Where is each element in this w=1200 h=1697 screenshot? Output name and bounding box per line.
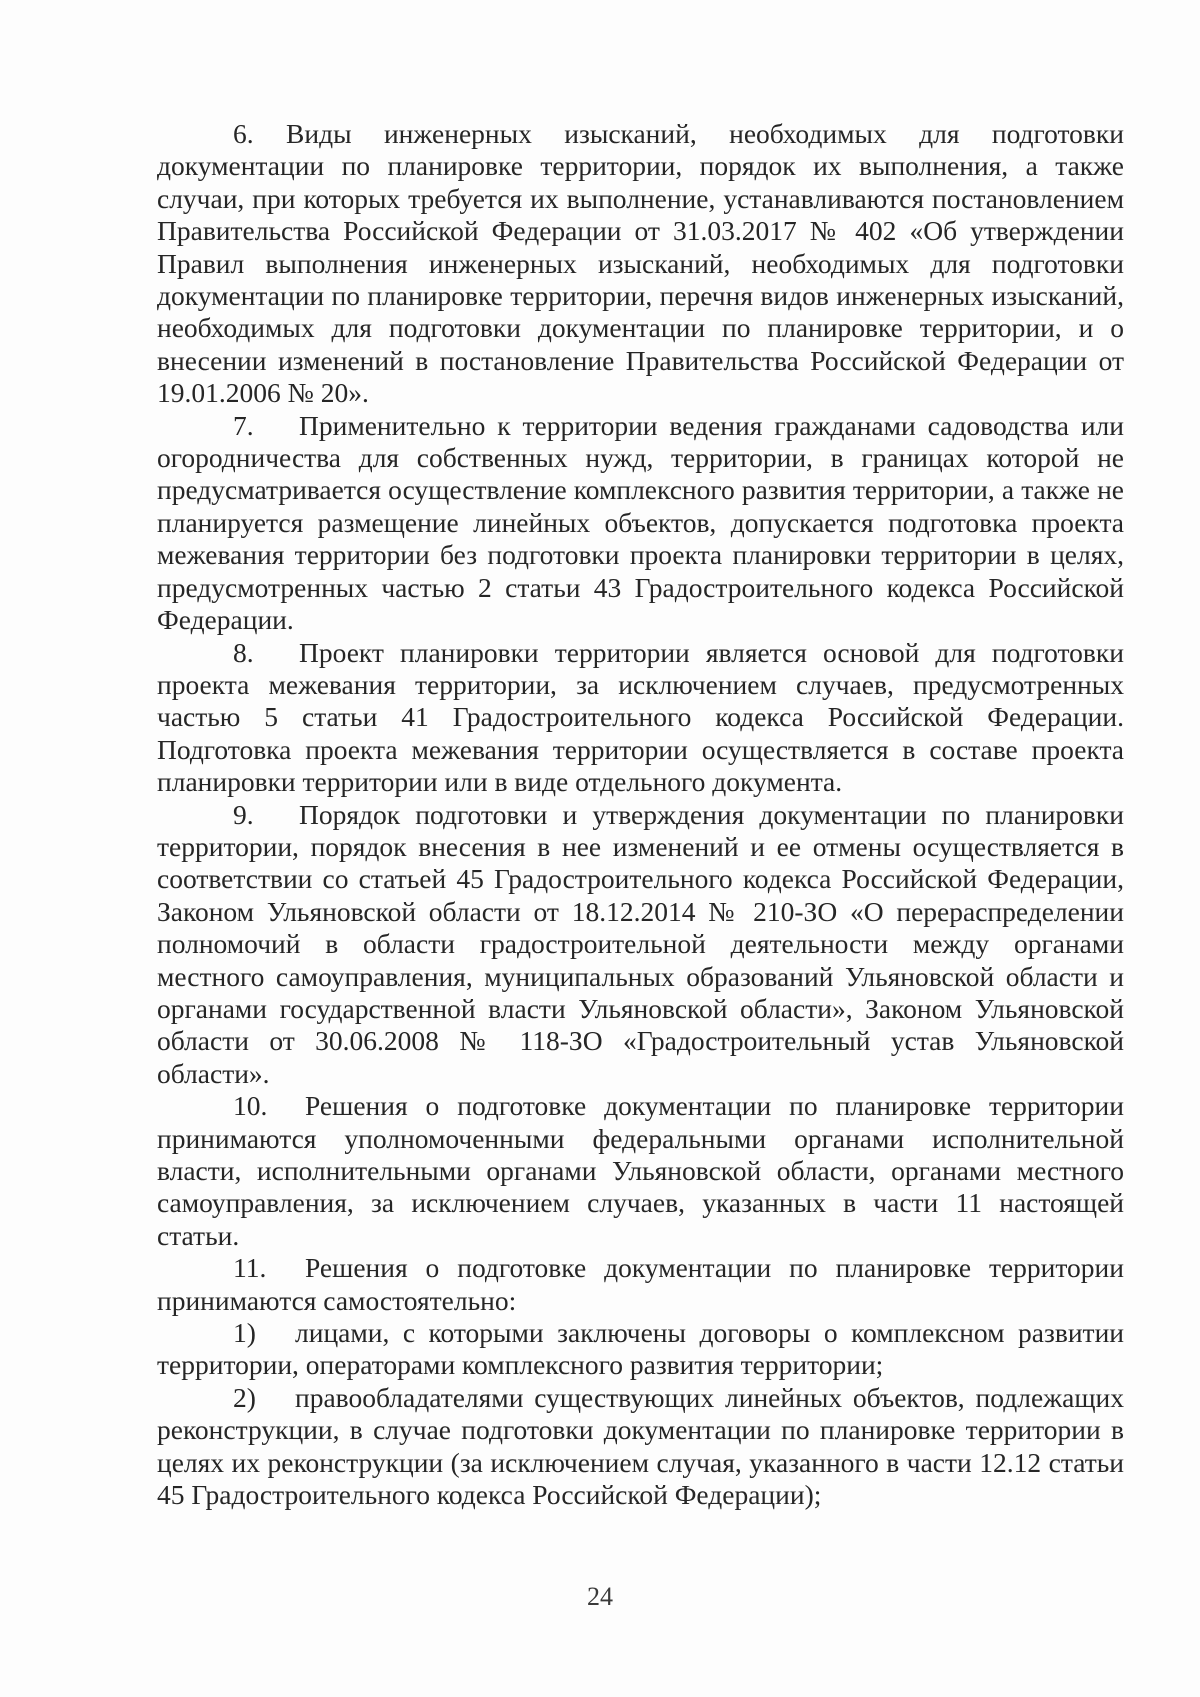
paragraph-9-text: Порядок подготовки и утверждения документации по планировки территории, порядок внесения в нее изменений и ее отмены осуществляется в соответствии со статьей 45 Градостроительного кодекса Российской Федерации, Законом Ульяновской области от 18.12.2014 № 210-ЗО «О перераспределении полномочий в области градостроительной деятельности между органами местного самоуправления, муниципальных образований Ульяновской области и органами государственной власти Ульяновской области», Законом Ульяновской области от 30.06.2008 № 118-ЗО «Градостроительный устав Ульяновской области». xyxy=(157,798,1124,1089)
subitem-11-2-number: 2) xyxy=(233,1381,256,1413)
paragraph-11-text: Решения о подготовке документации по планировке территории принимаются самостоятельно: xyxy=(157,1252,1124,1316)
paragraph-10 xyxy=(157,1090,1124,1252)
paragraph-8-text: Проект планировки территории является основой для подготовки проекта межевания территории, за исключением случаев, предусмотренных частью 5 статьи 41 Градостроительного кодекса Российской Федерации. Подготовка проекта межевания территории осуществляется в составе проекта планировки территории или в виде отдельного документа. xyxy=(157,636,1124,798)
paragraph-9-number: 9. xyxy=(233,798,254,830)
subitem-11-1-number: 1) xyxy=(233,1317,256,1349)
paragraph-6-text: 6. Виды инженерных изысканий, необходимых для подготовки документации по планировке территории, порядок их выполнения, а также случаи, при которых требуется их выполнение, устанавливаются постановлением Правительства Российской Федерации от 31.03.2017 № 402 «Об утверждении Правил выполнения инженерных изысканий, необходимых для подготовки документации по планировке территории, перечня видов инженерных изысканий, необходимых для подготовки документации по планировке территории, и о внесении изменений в постановление Правительства Российской Федерации от 19.01.2006 № 20». xyxy=(157,118,1124,409)
paragraph-8 xyxy=(157,637,1124,799)
subitem-11-2 xyxy=(157,1382,1124,1512)
paragraph-7-number: 7. xyxy=(233,409,254,441)
document-body xyxy=(157,118,1124,1511)
subitem-11-2-text: правообладателями существующих линейных объектов, подлежащих реконструкции, в случае подготовки документации по планировке территории в целях их реконструкции (за исключением случая, указанного в части 12.12 статьи 45 Градостроительного кодекса Российской Федерации); xyxy=(157,1381,1124,1511)
paragraph-7-text: Применительно к территории ведения гражданами садоводства или огородничества для собственных нужд, территории, в границах которой не предусматривается осуществление комплексного развития территории, а также не планируется размещение линейных объектов, допускается подготовка проекта межевания территории без подготовки проекта планировки территории в целях, предусмотренных частью 2 статьи 43 Градостроительного кодекса Российской Федерации. xyxy=(157,409,1124,636)
paragraph-11 xyxy=(157,1252,1124,1317)
paragraph-6 xyxy=(157,118,1124,410)
subitem-11-1-text: лицами, с которыми заключены договоры о комплексном развитии территории, операторами комплексного развития территории; xyxy=(157,1317,1124,1381)
paragraph-7 xyxy=(157,410,1124,637)
page-number: 24 xyxy=(587,1582,613,1611)
paragraph-8-number: 8. xyxy=(233,636,254,668)
paragraph-10-text: Решения о подготовке документации по планировке территории принимаются уполномоченными федеральными органами исполнительной власти, исполнительными органами Ульяновской области, органами местного самоуправления, за исключением случаев, указанных в части 11 настоящей статьи. xyxy=(157,1090,1124,1251)
paragraph-9 xyxy=(157,799,1124,1091)
subitem-11-1 xyxy=(157,1317,1124,1382)
paragraph-11-number: 11. xyxy=(233,1252,267,1284)
paragraph-10-number: 10. xyxy=(233,1090,268,1122)
